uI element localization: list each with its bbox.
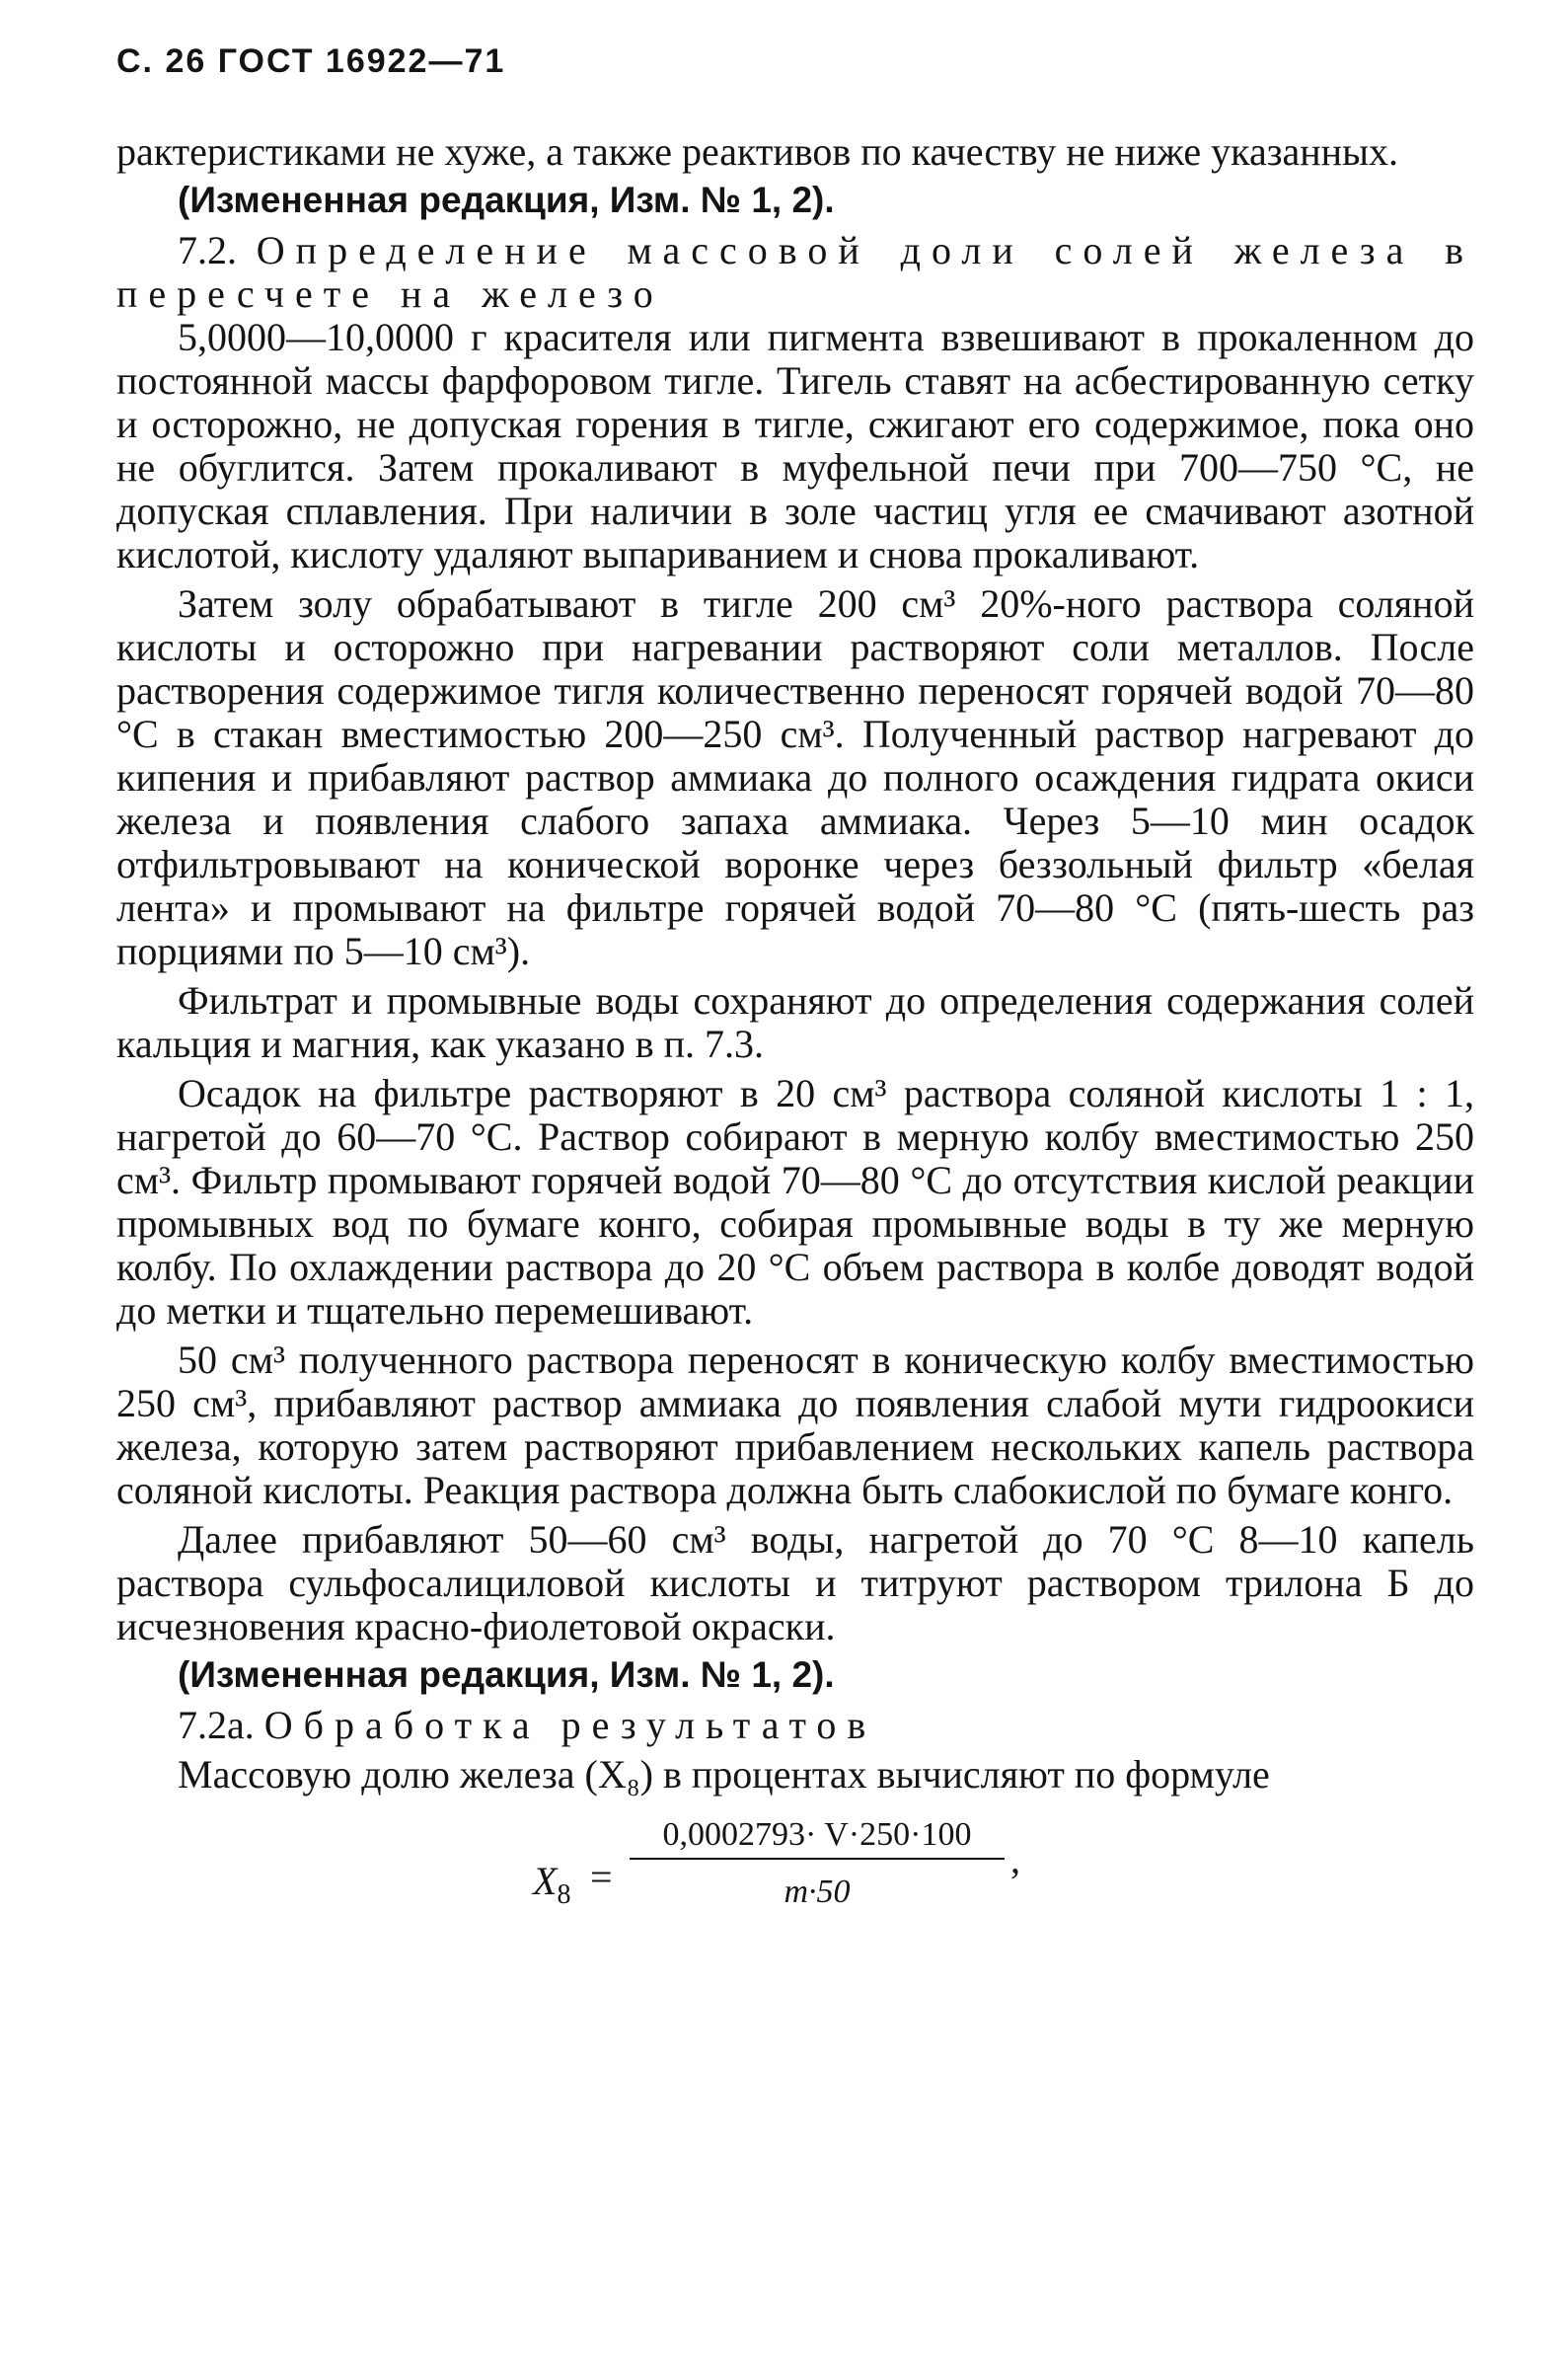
section-heading-7-2a bbox=[116, 1704, 1474, 1747]
formula bbox=[116, 1816, 1474, 1945]
formula-lhs bbox=[533, 1858, 570, 1911]
paragraph: Затем золу обрабатывают в тигле 200 см³ 20%-ного раствора соляной кислоты и осторожно при нагревании растворяют соли металлов. После растворения содержимое тигля количественно переносят горячей водой 70—80 °С в стакан вместимостью 200—250 см³. Полученный раствор нагревают до кипения и прибавляют раствор аммиака до полного осаждения гидрата окиси железа и появления слабого запаха аммиака. Через 5—10 мин осадок отфильтровывают на конической воронке через беззольный фильтр «белая лента» и промывают на фильтре горячей водой 70—80 °С (пять-шесть раз порциями по 5—10 см³). bbox=[116, 581, 1474, 973]
paragraph: 50 см³ полученного раствора переносят в коническую колбу вместимостью 250 см³, прибавляют раствор аммиака до появления слабой мути гидроокиси железа, которую затем растворяют прибавлением нескольких капель раствора соляной кислоты. Реакция раствора должна быть слабокислой по бумаге конго. bbox=[116, 1338, 1474, 1512]
section-number: 7.2. bbox=[178, 228, 237, 272]
formula-numerator: 0,0002793· V·250·100 bbox=[630, 1816, 1005, 1860]
paragraph: Фильтрат и промывные воды сохраняют до определения содержания солей кальция и магния, как указано в п. 7.3. bbox=[116, 978, 1474, 1066]
section-heading-7-2 bbox=[116, 229, 1474, 316]
document-page bbox=[116, 39, 1474, 1945]
paragraph-continuation: рактеристиками не хуже, а также реактивов по качеству не ниже указанных. bbox=[116, 129, 1398, 174]
edition-note: (Измененная редакция, Изм. № 1, 2). bbox=[178, 1654, 835, 1695]
paragraph: Осадок на фильтре растворяют в 20 см³ раствора соляной кислоты 1 : 1, нагретой до 60—70 °С. Раствор собирают в мерную колбу вместимостью 250 см³. Фильтр промывают горячей водой 70—80 °С до отсутствия кислой реакции промывных вод по бумаге конго, собирая промывные воды в ту же мерную колбу. По охлаждении раствора до 20 °С объем раствора в колбе доводят водой до метки и тщательно перемешивают. bbox=[116, 1071, 1474, 1333]
section-title: Определение массовой доли солей железа в пересчете на железо bbox=[116, 228, 1475, 316]
paragraph: Массовую долю железа (X₈) в процентах вычисляют по формуле bbox=[178, 1752, 1270, 1797]
formula-denominator: m·50 bbox=[784, 1874, 851, 1910]
section-number: 7.2а. bbox=[178, 1703, 255, 1747]
formula-subscript: 8 bbox=[557, 1879, 571, 1910]
page-header: С. 26 ГОСТ 16922—71 bbox=[116, 42, 506, 80]
formula-equals: = bbox=[590, 1855, 613, 1899]
paragraph: Далее прибавляют 50—60 см³ воды, нагретой до 70 °С 8—10 капель раствора сульфосалициловой кислоты и титруют раствором трилона Б до исчезновения красно-фиолетовой окраски. bbox=[116, 1517, 1474, 1648]
paragraph: 5,0000—10,0000 г красителя или пигмента взвешивают в прокаленном до постоянной массы фарфоровом тигле. Тигель ставят на асбестированную сетку и осторожно, не допуская горения в тигле, сжигают его содержимое, пока оно не обуглится. Затем прокаливают в муфельной печи при 700—750 °С, не допуская сплавления. При наличии в золе частиц угля ее смачивают азотной кислотой, кислоту удаляют выпариванием и снова прокаливают. bbox=[116, 315, 1474, 576]
formula-comma: , bbox=[1010, 1837, 1020, 1881]
formula-variable: X bbox=[533, 1859, 558, 1903]
section-title: Обработка результатов bbox=[263, 1703, 877, 1747]
edition-note: (Измененная редакция, Изм. № 1, 2). bbox=[178, 180, 835, 220]
